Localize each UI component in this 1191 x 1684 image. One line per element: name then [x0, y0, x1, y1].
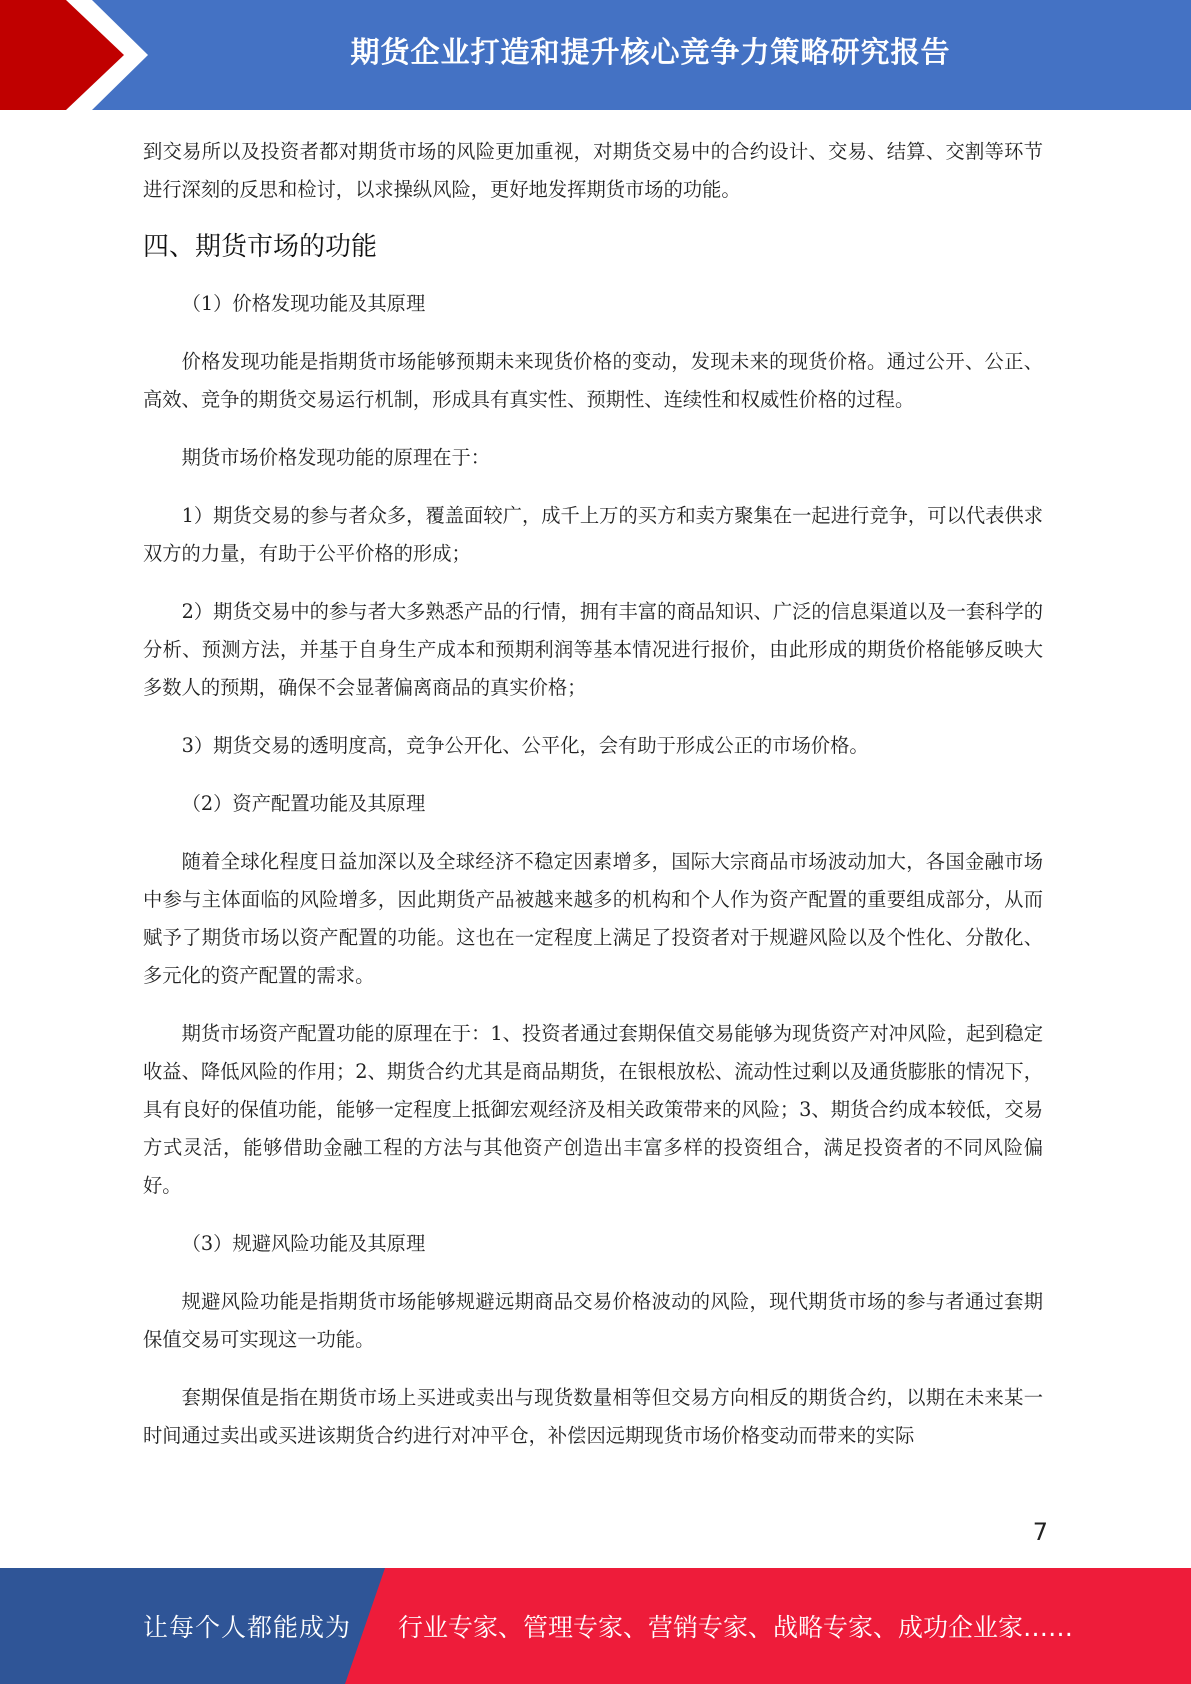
paragraph: 3）期货交易的透明度高，竞争公开化、公平化，会有助于形成公正的市场价格。 — [181, 734, 869, 757]
paragraph: 期货市场资产配置功能的原理在于：1、投资者通过套期保值交易能够为现货资产对冲风险，起到稳定收益、降低风险的作用；2、期货合约尤其是商品期货，在银根放松、流动性过剩以及通货膨胀的情况下，具有良好的保值功能，能够一定程度上抵御宏观经济及相关政策带来的风险；3、期货合约成本较低，交易方式灵活，能够借助金融工程的方法与其他资产创造出丰富多样的投资组合，满足投资者的不同风险偏好。 — [143, 1022, 1043, 1197]
footer-slogan-left: 让每个人都能成为 — [143, 1613, 352, 1642]
paragraph: 套期保值是指在期货市场上买进或卖出与现货数量相等但交易方向相反的期货合约，以期在未来某一时间通过卖出或买进该期货合约进行对冲平仓，补偿因远期现货市场价格变动而带来的实际 — [143, 1386, 1043, 1447]
paragraph: 随着全球化程度日益加深以及全球经济不稳定因素增多，国际大宗商品市场波动加大，各国金融市场中参与主体面临的风险增多，因此期货产品被越来越多的机构和个人作为资产配置的重要组成部分，从而赋予了期货市场以资产配置的功能。这也在一定程度上满足了投资者对于规避风险以及个性化、分散化、多元化的资产配置的需求。 — [143, 850, 1043, 987]
subheading-risk-hedging: （3）规避风险功能及其原理 — [181, 1232, 426, 1255]
document-body — [143, 133, 1043, 1475]
paragraph: 2）期货交易中的参与者大多熟悉产品的行情，拥有丰富的商品知识、广泛的信息渠道以及一套科学的分析、预测方法，并基于自身生产成本和预期利润等基本情况进行报价，由此形成的期货价格能够反映大多数人的预期，确保不会显著偏离商品的真实价格； — [143, 600, 1043, 699]
intro-paragraph: 到交易所以及投资者都对期货市场的风险更加重视，对期货交易中的合约设计、交易、结算、交割等环节进行深刻的反思和检讨，以求操纵风险，更好地发挥期货市场的功能。 — [143, 140, 1043, 201]
page-footer — [0, 1568, 1191, 1684]
page-header — [0, 0, 1191, 110]
page-number: 7 — [1032, 1518, 1048, 1546]
subheading-asset-allocation: （2）资产配置功能及其原理 — [181, 792, 426, 815]
paragraph: 1）期货交易的参与者众多，覆盖面较广，成千上万的买方和卖方聚集在一起进行竞争，可以代表供求双方的力量，有助于公平价格的形成； — [143, 504, 1043, 565]
section-heading: 四、期货市场的功能 — [143, 232, 378, 262]
subheading-price-discovery: （1）价格发现功能及其原理 — [181, 292, 426, 315]
paragraph: 期货市场价格发现功能的原理在于： — [181, 446, 491, 469]
paragraph: 价格发现功能是指期货市场能够预期未来现货价格的变动，发现未来的现货价格。通过公开、公正、高效、竞争的期货交易运行机制，形成具有真实性、预期性、连续性和权威性价格的过程。 — [143, 350, 1043, 411]
footer-slogan-right: 行业专家、管理专家、营销专家、战略专家、成功企业家…… — [398, 1613, 1074, 1642]
paragraph: 规避风险功能是指期货市场能够规避远期商品交易价格波动的风险，现代期货市场的参与者通过套期保值交易可实现这一功能。 — [143, 1290, 1043, 1351]
header-arrow-decoration — [0, 0, 160, 110]
report-title: 期货企业打造和提升核心竞争力策略研究报告 — [350, 34, 951, 69]
